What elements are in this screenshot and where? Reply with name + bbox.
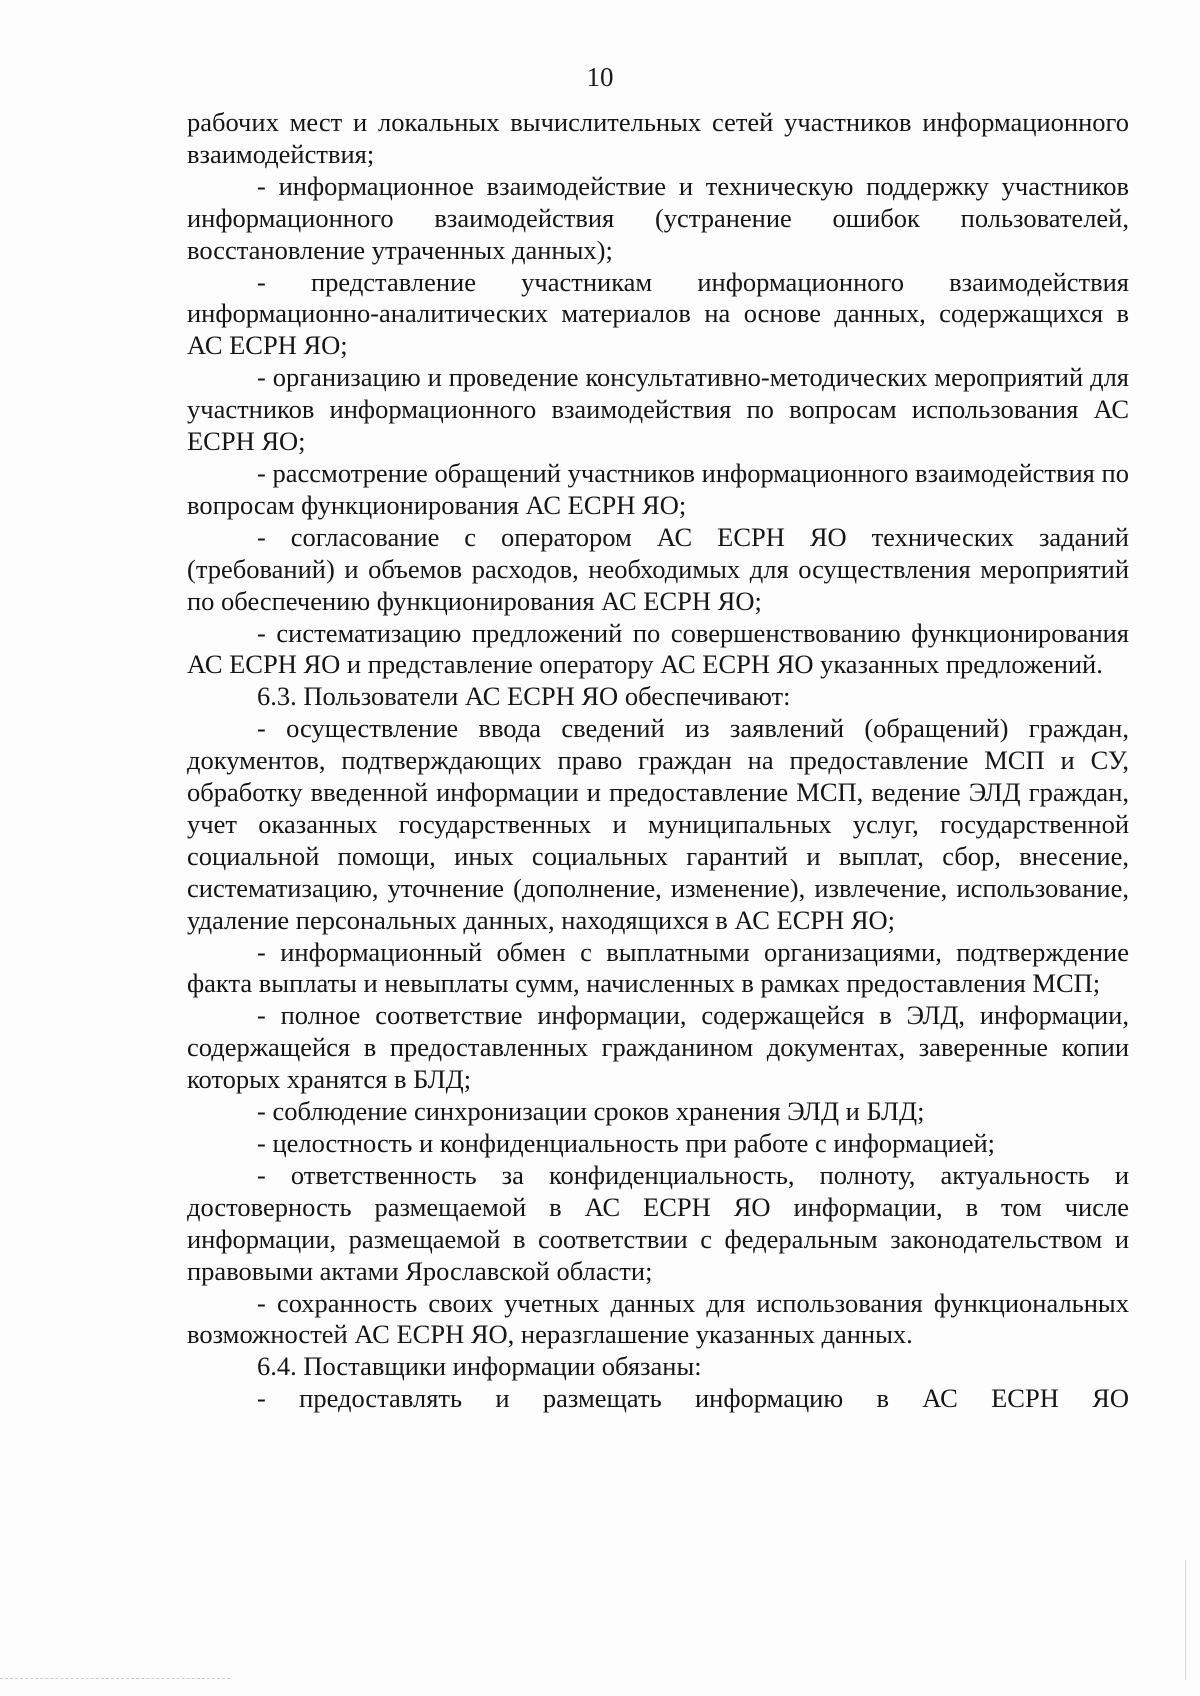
list-item: - информационный обмен с выплатными организациями, подтверждение факта выплаты и невыплаты сумм, начисленных в рамках предоставления МСП;	[187, 936, 1129, 999]
list-item: - предоставлять и размещать информацию в АС ЕСРН ЯО	[257, 1383, 1129, 1414]
section-heading: 6.4. Поставщики информации обязаны:	[257, 1351, 702, 1382]
list-item: - представление участникам информационного взаимодействия информационно-аналитических материалов на основе данных, содержащихся в АС ЕСРН ЯО;	[187, 266, 1129, 361]
list-item: - целостность и конфиденциальность при работе с информацией;	[257, 1128, 996, 1158]
list-item: - согласование с оператором АС ЕСРН ЯО технических заданий (требований) и объемов расходов, необходимых для осуществления мероприятий по обеспечению функционирования АС ЕСРН ЯО;	[187, 521, 1129, 616]
paragraph: рабочих мест и локальных вычислительных сетей участников информационного взаимодействия;	[187, 107, 1129, 169]
list-item: - соблюдение синхронизации сроков хранения ЭЛД и БЛД;	[257, 1096, 925, 1127]
list-item: - рассмотрение обращений участников информационного взаимодействия по вопросам функционирования АС ЕСРН ЯО;	[187, 457, 1129, 520]
list-item: - систематизацию предложений по совершенствованию функционирования АС ЕСРН ЯО и представление оператору АС ЕСРН ЯО указанных предложений.	[187, 617, 1129, 680]
page-number: 10	[586, 62, 614, 92]
scan-edge-line	[0, 1678, 230, 1679]
list-item: - сохранность своих учетных данных для использования функциональных возможностей АС ЕСРН ЯО, неразглашение указанных данных.	[187, 1287, 1129, 1350]
section-heading: 6.3. Пользователи АС ЕСРН ЯО обеспечивают:	[257, 681, 791, 712]
document-body	[187, 107, 1129, 1415]
scan-edge-mark	[1185, 1560, 1186, 1680]
list-item: - осуществление ввода сведений из заявлений (обращений) граждан, документов, подтверждающих право граждан на предоставление МСП и СУ, обработку введенной информации и предоставление МСП, ведение ЭЛД граждан, учет оказанных государственных и муниципальных услуг, государственной социальной помощи, иных социальных гарантий и выплат, сбор, внесение, систематизацию, уточнение (дополнение, изменение), извлечение, использование, удаление персональных данных, находящихся в АС ЕСРН ЯО;	[187, 713, 1129, 935]
list-item: - ответственность за конфиденциальность, полноту, актуальность и достоверность размещаемой в АС ЕСРН ЯО информации, в том числе информации, размещаемой в соответствии с федеральным законодательством и правовыми актами Ярославской области;	[187, 1159, 1129, 1286]
list-item: - информационное взаимодействие и техническую поддержку участников информационного взаимодействия (устранение ошибок пользователей, восстановление утраченных данных);	[187, 170, 1129, 265]
list-item: - полное соответствие информации, содержащейся в ЭЛД, информации, содержащейся в предоставленных гражданином документах, заверенные копии которых хранятся в БЛД;	[187, 1000, 1129, 1095]
list-item: - организацию и проведение консультативно-методических мероприятий для участников информационного взаимодействия по вопросам использования АС ЕСРН ЯО;	[187, 362, 1129, 457]
